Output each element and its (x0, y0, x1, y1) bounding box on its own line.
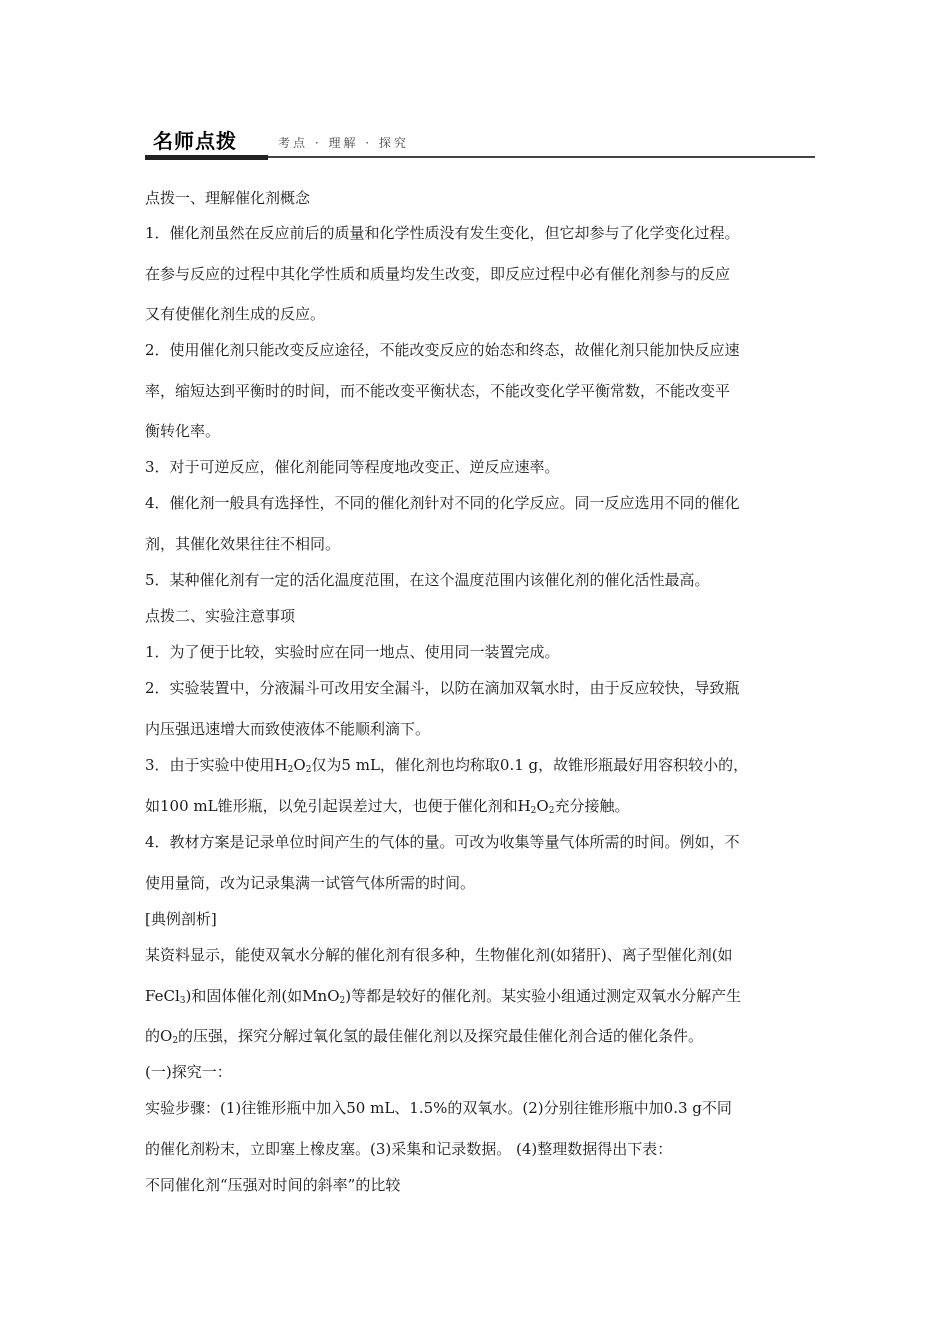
subscript: 2 (287, 765, 294, 775)
text-line: 5．某种催化剂有一定的活化温度范围，在这个温度范围内该催化剂的催化活性最高。 (145, 571, 710, 589)
section-header (145, 128, 815, 158)
text-line: 不同催化剂“压强对时间的斜率”的比较 (145, 1176, 401, 1194)
text-line: 点拨一、理解催化剂概念 (145, 189, 311, 207)
text-line: (一)探究一： (145, 1063, 232, 1081)
subscript: 2 (339, 996, 346, 1006)
text-segment: 充分接触。 (554, 797, 630, 815)
text-line: 在参与反应的过程中其化学性质和质量均发生改变，即反应过程中必有催化剂参与的反应 (145, 265, 731, 283)
text-line (145, 1026, 703, 1046)
text-line: 内压强迅速增大而致使液体不能顺利滴下。 (145, 720, 431, 738)
text-segment: 的O (145, 1027, 173, 1045)
text-line: 实验步骤：(1)往锥形瓶中加入50 mL、1.5%的双氧水。(2)分别往锥形瓶中加0.3 g不同 (145, 1099, 732, 1117)
text-line: [典例剖析] (145, 910, 217, 928)
text-segment: )等都是较好的催化剂。某实验小组通过测定双氧水分解产生 (345, 987, 742, 1005)
section-subtitle: 考点 · 理解 · 探究 (278, 136, 409, 150)
text-line (145, 755, 748, 775)
text-segment: 如100 mL锥形瓶，以免引起误差过大，也便于催化剂和H (145, 797, 531, 815)
subscript: 2 (530, 806, 537, 816)
section-title: 名师点拨 (145, 128, 262, 156)
text-segment: O (536, 797, 549, 815)
text-line: 又有使催化剂生成的反应。 (145, 305, 326, 323)
text-line: 剂，其催化效果往往不相同。 (145, 535, 341, 553)
text-line: 某资料显示，能使双氧水分解的催化剂有很多种，生物催化剂(如猪肝)、离子型催化剂(如 (145, 946, 733, 964)
text-segment: )和固体催化剂(如MnO (185, 987, 340, 1005)
text-segment: 3．由于实验中使用H (145, 756, 288, 774)
text-segment: O (293, 756, 306, 774)
text-line (145, 986, 741, 1006)
text-line (145, 796, 629, 816)
text-segment: FeCl (145, 987, 180, 1005)
text-line: 1．催化剂虽然在反应前后的质量和化学性质没有发生变化，但它却参与了化学变化过程。 (145, 224, 740, 242)
text-line: 4．催化剂一般具有选择性，不同的催化剂针对不同的化学反应。同一反应选用不同的催化 (145, 494, 740, 512)
text-line: 的催化剂粉末，立即塞上橡皮塞。(3)采集和记录数据。 (4)整理数据得出下表： (145, 1140, 673, 1158)
text-line: 衡转化率。 (145, 422, 221, 440)
subscript: 2 (172, 1036, 179, 1046)
text-line: 1．为了便于比较，实验时应在同一地点、使用同一装置完成。 (145, 643, 560, 661)
text-line: 使用量筒，改为记录集满一试管气体所需的时间。 (145, 874, 476, 892)
subscript: 2 (548, 806, 555, 816)
text-line: 点拨二、实验注意事项 (145, 607, 296, 625)
text-line: 2．实验装置中，分液漏斗可改用安全漏斗，以防在滴加双氧水时，由于反应较快，导致瓶 (145, 679, 740, 697)
text-line: 2．使用催化剂只能改变反应途径，不能改变反应的始态和终态，故催化剂只能加快反应速 (145, 341, 740, 359)
text-segment: 的压强，探究分解过氧化氢的最佳催化剂以及探究最佳催化剂合适的催化条件。 (178, 1027, 704, 1045)
text-line: 3．对于可逆反应，催化剂能同等程度地改变正、逆反应速率。 (145, 458, 560, 476)
subscript: 2 (305, 765, 312, 775)
text-line: 4．教材方案是记录单位时间产生的气体的量。可改为收集等量气体所需的时间。例如，不 (145, 833, 740, 851)
text-segment: 仅为5 mL，催化剂也均称取0.1 g，故锥形瓶最好用容积较小的， (311, 756, 749, 774)
text-line: 率，缩短达到平衡时的时间，而不能改变平衡状态，不能改变化学平衡常数，不能改变平 (145, 382, 731, 400)
subscript: 3 (179, 996, 186, 1006)
